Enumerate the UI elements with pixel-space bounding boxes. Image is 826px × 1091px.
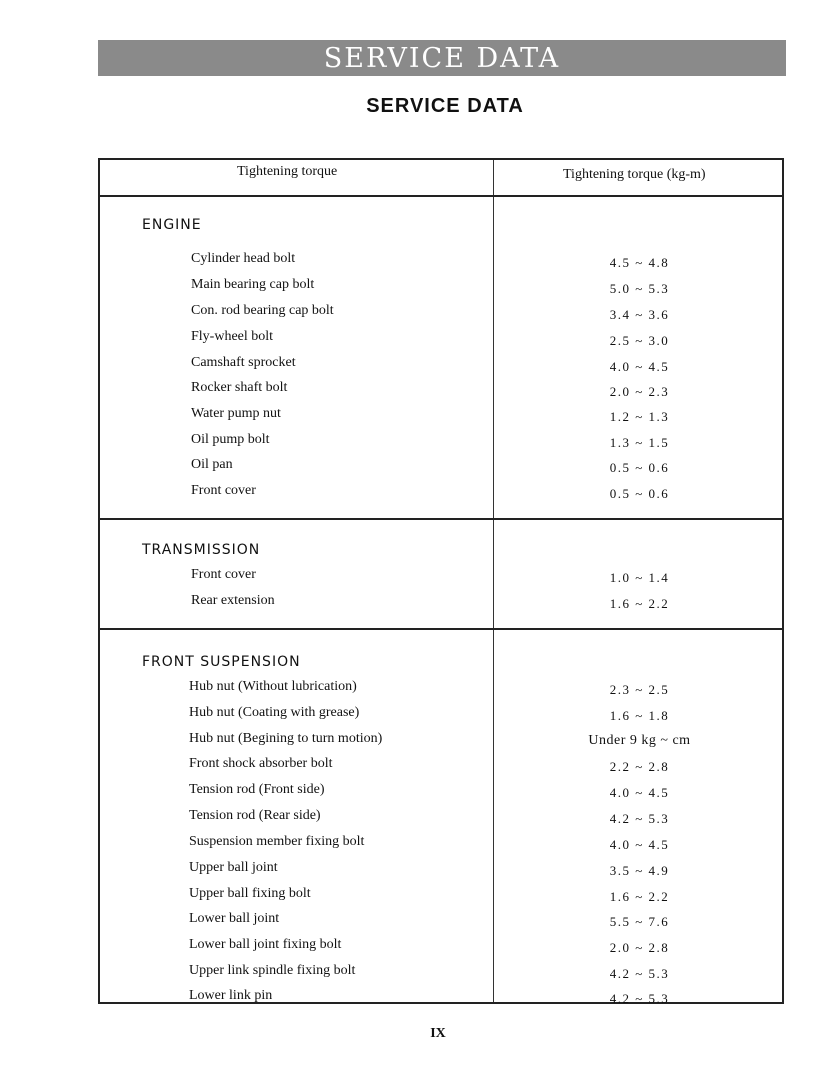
- table-row-value: 2.3 ~ 2.5: [609, 682, 670, 697]
- table-row-value: 5.0 ~ 5.3: [609, 281, 670, 296]
- table-row-value: 0.5 ~ 0.6: [609, 460, 670, 475]
- table-row-value: 2.2 ~ 2.8: [609, 759, 670, 774]
- table-row-item: Main bearing cap bolt: [191, 277, 315, 292]
- table-row-item: Rocker shaft bolt: [191, 380, 288, 395]
- table-row-item: Rear extension: [191, 593, 275, 608]
- table-row-value: 4.2 ~ 5.3: [609, 966, 670, 981]
- table-row-item: Front shock absorber bolt: [189, 756, 333, 771]
- header-value-column: Tightening torque (kg-m): [563, 167, 706, 182]
- section-title-front-suspension: FRONT SUSPENSION: [142, 654, 301, 670]
- table-row-item: Hub nut (Without lubrication): [189, 679, 357, 694]
- table-row-value: 4.2 ~ 5.3: [609, 991, 670, 1006]
- table-row-value: 2.5 ~ 3.0: [609, 333, 670, 348]
- page-number: IX: [430, 1026, 446, 1041]
- table-row-value: 2.0 ~ 2.3: [609, 384, 670, 399]
- section-title-transmission: TRANSMISSION: [142, 542, 261, 558]
- banner-title: SERVICE DATA: [323, 42, 561, 74]
- table-row-value: 4.0 ~ 4.5: [609, 359, 670, 374]
- table-row-item: Fly-wheel bolt: [191, 329, 274, 344]
- table-row-item: Tension rod (Front side): [189, 782, 325, 797]
- table-row-value: 5.5 ~ 7.6: [609, 914, 670, 929]
- section-divider: [100, 628, 782, 630]
- table-row-item: Front cover: [191, 567, 256, 582]
- table-row-item: Lower ball joint: [189, 911, 280, 926]
- table-row-value: Under 9 kg ~ cm: [588, 733, 691, 748]
- table-row-item: Lower ball joint fixing bolt: [189, 937, 342, 952]
- table-row-value: 1.2 ~ 1.3: [609, 409, 670, 424]
- table-row-value: 1.6 ~ 2.2: [609, 889, 670, 904]
- table-row-value: 4.2 ~ 5.3: [609, 811, 670, 826]
- title-banner: [98, 40, 786, 76]
- table-row-item: Oil pump bolt: [191, 432, 270, 447]
- table-row-item: Camshaft sprocket: [191, 355, 296, 370]
- table-row-value: 1.6 ~ 1.8: [609, 708, 670, 723]
- table-row-value: 4.5 ~ 4.8: [609, 255, 670, 270]
- torque-table: [98, 158, 784, 1004]
- table-row-item: Upper ball fixing bolt: [189, 886, 311, 901]
- table-row-item: Cylinder head bolt: [191, 251, 296, 266]
- table-row-item: Suspension member fixing bolt: [189, 834, 365, 849]
- table-row-item: Con. rod bearing cap bolt: [191, 303, 334, 318]
- table-row-item: Water pump nut: [191, 406, 281, 421]
- section-divider: [100, 518, 782, 520]
- table-row-item: Oil pan: [191, 457, 233, 472]
- table-row-value: 2.0 ~ 2.8: [609, 940, 670, 955]
- table-row-item: Upper link spindle fixing bolt: [189, 963, 356, 978]
- table-row-value: 3.4 ~ 3.6: [609, 307, 670, 322]
- table-row-value: 0.5 ~ 0.6: [609, 486, 670, 501]
- header-item-column: Tightening torque: [237, 164, 338, 179]
- section-title-engine: ENGINE: [142, 217, 202, 233]
- table-row-item: Hub nut (Coating with grease): [189, 705, 360, 720]
- header-divider: [100, 195, 782, 197]
- table-row-value: 1.0 ~ 1.4: [609, 570, 670, 585]
- table-row-value: 3.5 ~ 4.9: [609, 863, 670, 878]
- table-row-item: Tension rod (Rear side): [189, 808, 321, 823]
- table-row-value: 1.3 ~ 1.5: [609, 435, 670, 450]
- page-title: SERVICE DATA: [366, 95, 524, 117]
- table-row-item: Lower link pin: [189, 988, 273, 1003]
- table-row-value: 1.6 ~ 2.2: [609, 596, 670, 611]
- table-row-item: Front cover: [191, 483, 256, 498]
- table-row-value: 4.0 ~ 4.5: [609, 785, 670, 800]
- table-row-item: Upper ball joint: [189, 860, 278, 875]
- table-row-value: 4.0 ~ 4.5: [609, 837, 670, 852]
- table-row-item: Hub nut (Begining to turn motion): [189, 731, 383, 746]
